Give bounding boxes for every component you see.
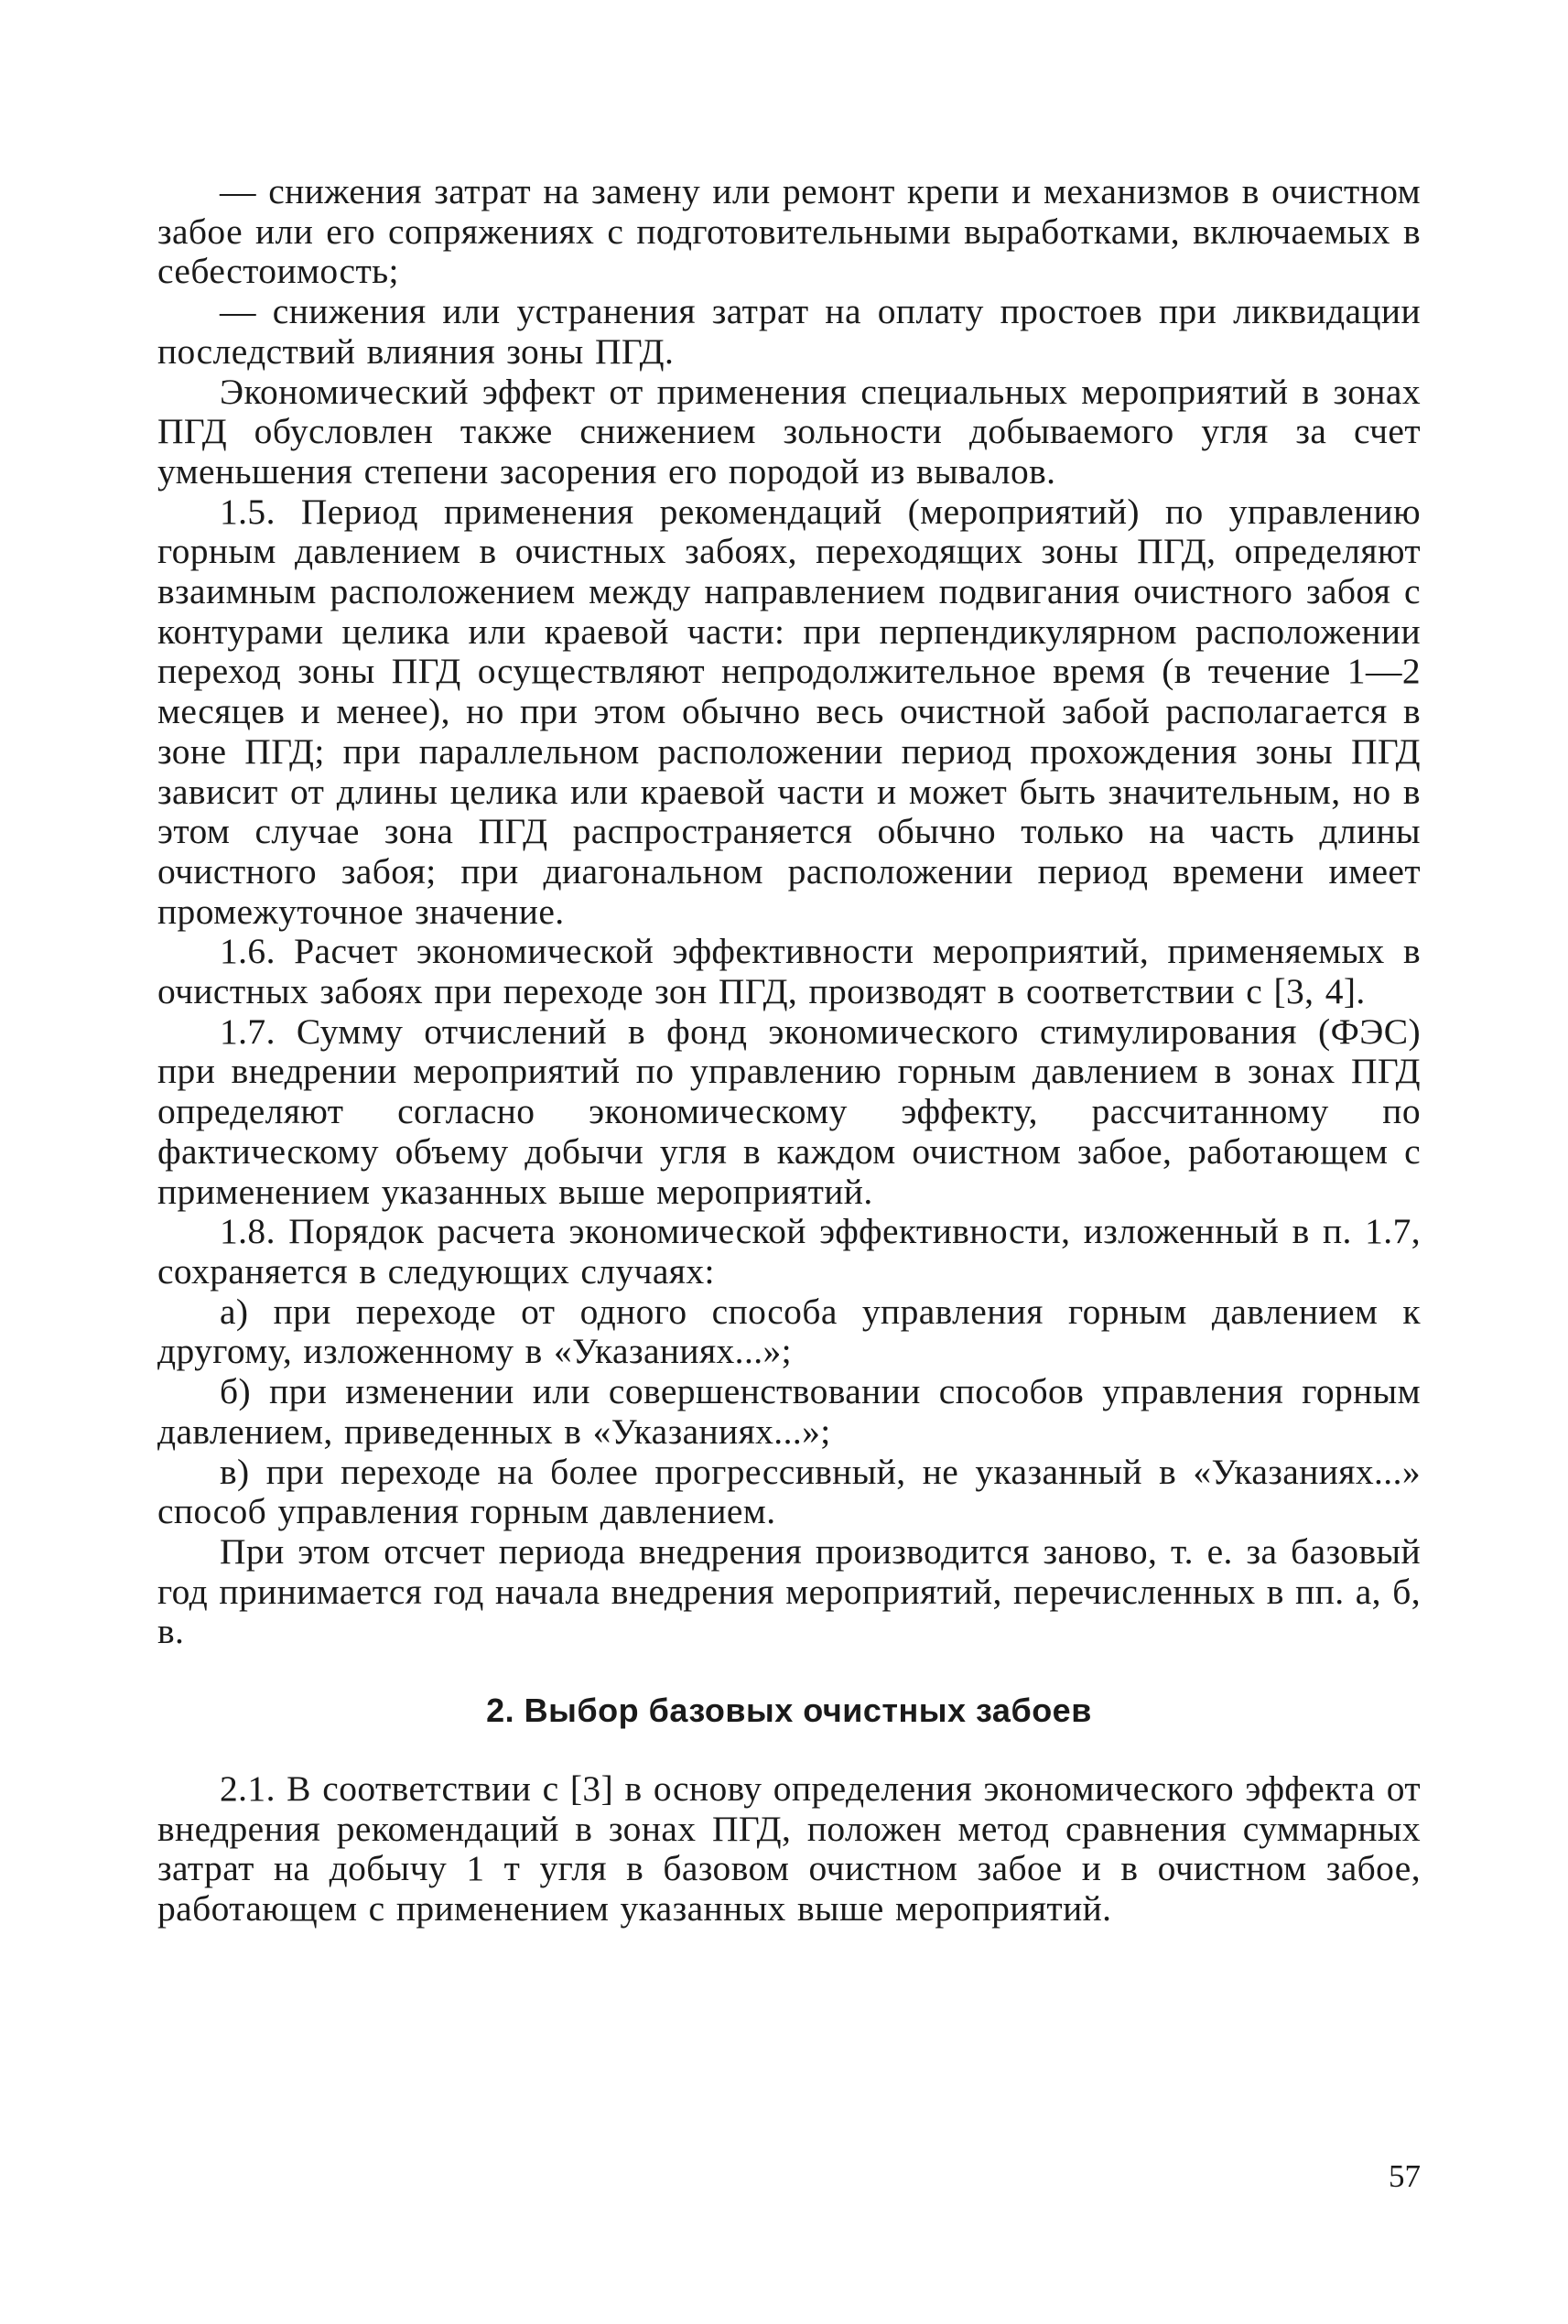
- paragraph-1-7: 1.7. Сумму отчислений в фонд экономического стимулирования (ФЭС) при внедрении мероприятий по управлению горным давлением в зонах ПГД определяют согласно экономическому эффекту, рассчитанному по фактическому объему добычи угля в каждом очистном забое, работающем с применением указанных выше мероприятий.: [157, 1011, 1421, 1212]
- paragraph-2-1: 2.1. В соответствии с [3] в основу определения экономического эффекта от внедрения рекомендаций в зонах ПГД, положен метод сравнения суммарных затрат на добычу 1 т угля в базовом очистном забое и в очистном забое, работающем с применением указанных выше мероприятий.: [157, 1768, 1421, 1929]
- paragraph-1-8: 1.8. Порядок расчета экономической эффективности, изложенный в п. 1.7, сохраняется в следующих случаях:: [157, 1211, 1421, 1292]
- paragraph-reset-period: При этом отсчет периода внедрения производится заново, т. е. за базовый год принимается год начала внедрения мероприятий, перечисленных в пп. а, б, в.: [157, 1530, 1421, 1652]
- list-item-a: а) при переходе от одного способа управления горным давлением к другому, изложенному в «Указаниях...»;: [157, 1291, 1421, 1372]
- paragraph-1-6: 1.6. Расчет экономической эффективности мероприятий, применяемых в очистных забоях при переходе зон ПГД, производят в соответствии с [3, 4].: [157, 931, 1421, 1012]
- paragraph-1-5: 1.5. Период применения рекомендаций (мероприятий) по управлению горным давлением в очистных забоях, переходящих зоны ПГД, определяют взаимным расположением между направлением подвигания очистного забоя с контурами целика или краевой части: при перпендикулярном расположении переход зоны ПГД осуществляют непродолжительное время (в течение 1—2 месяцев и менее), но при этом обычно весь очистной забой располагается в зоне ПГД; при параллельном расположении период прохождения зоны ПГД зависит от длины целика или краевой части и может быть значительным, но в этом случае зона ПГД распространяется обычно только на часть длины очистного забоя; при диагональном расположении период времени имеет промежуточное значение.: [157, 491, 1421, 932]
- list-item-b: б) при изменении или совершенствовании способов управления горным давлением, приведенных в «Указаниях...»;: [157, 1371, 1421, 1452]
- list-item-v: в) при переходе на более прогрессивный, не указанный в «Указаниях...» способ управления горным давлением.: [157, 1451, 1421, 1532]
- paragraph-downtime-reduction: — снижения или устранения затрат на оплату простоев при ликвидации последствий влияния зоны ПГД.: [157, 291, 1421, 372]
- paragraph-economic-effect-ash: Экономический эффект от применения специальных мероприятий в зонах ПГД обусловлен также снижением зольности добываемого угля за счет уменьшения степени засорения его породой из вывалов.: [157, 371, 1421, 492]
- page-number: 57: [1389, 2158, 1421, 2194]
- page-body: [157, 172, 1421, 1929]
- paragraph-cost-reduction-supports: — снижения затрат на замену или ремонт крепи и механизмов в очистном забое или его сопряжениях с подготовительными выработками, включаемых в себестоимость;: [157, 171, 1421, 292]
- section-heading: 2. Выбор базовых очистных забоев: [486, 1692, 1092, 1730]
